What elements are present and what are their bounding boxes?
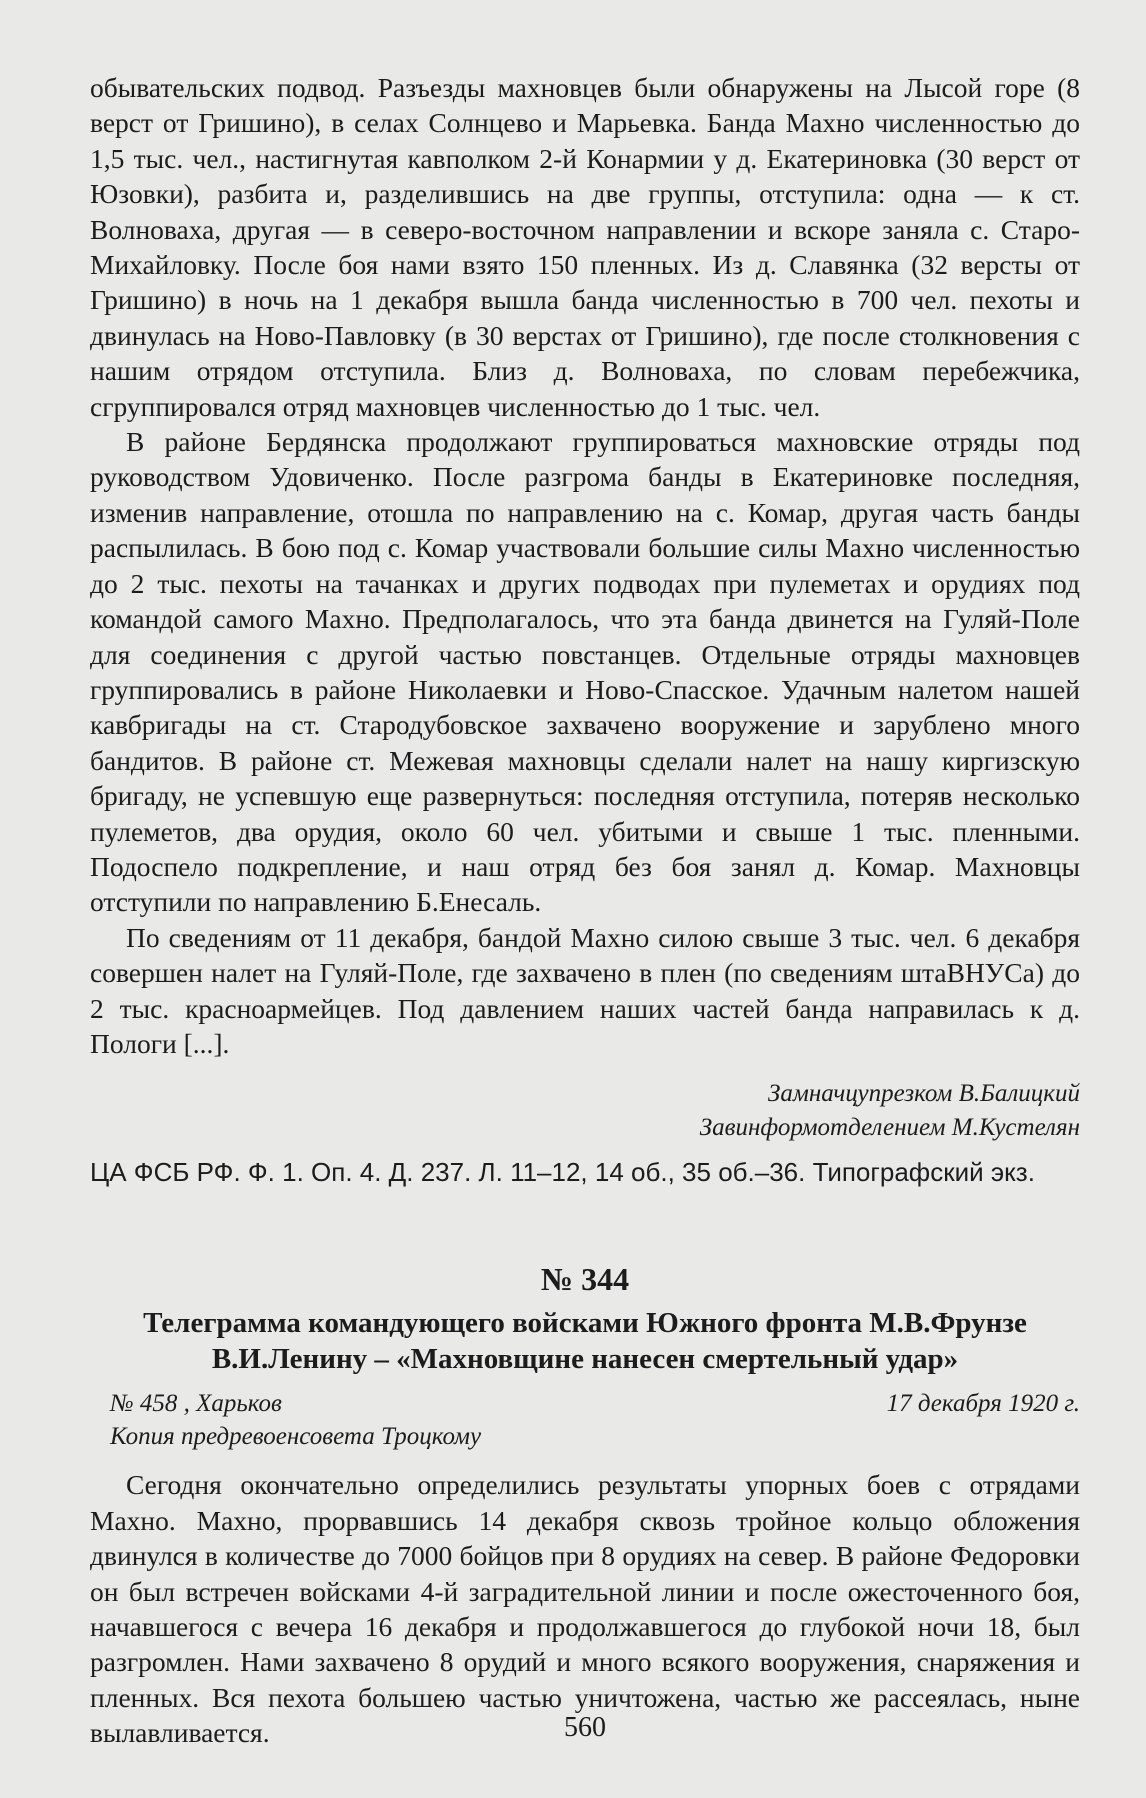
signature-block (90, 1077, 1080, 1145)
signature-line: Завинформотделением М.Кустелян (699, 1114, 1080, 1142)
document-page (90, 70, 1080, 1750)
archive-reference: ЦА ФСБ РФ. Ф. 1. Оп. 4. Д. 237. Л. 11–12, 14 об., 35 об.–36. Типографский экз. (90, 1157, 1035, 1188)
body-paragraph: По сведениям от 11 декабря, бандой Махно силою свыше 3 тыс. чел. 6 декабря совершен налет на Гуляй-Поле, где захвачено в плен (по сведениям штаВНУСа) до 2 тыс. красноармейцев. Под давлением наших частей банда направилась к д. Пологи [...]. (90, 921, 1080, 1059)
copy-note: Копия предревоенсовета Троцкому (110, 1423, 482, 1451)
document-title-line: В.И.Ленину – «Махновщине нанесен смертельный удар» (211, 1343, 959, 1376)
document-number: № 344 (540, 1261, 630, 1298)
signature-line: Замначцупрезком В.Балицкий (768, 1080, 1080, 1108)
document-meta (90, 1387, 1080, 1420)
continuation-paragraph: обывательских подвод. Разъезды махновцев были обнаружены на Лысой горе (8 верст от Гришино), в селах Солнцево и Марьевка. Банда Махно численностью до 1,5 тыс. чел., настигнутая кавполком 2-й Конармии у д. Екатериновка (30 верст от Юзовки), разбита и, разделившись на две группы, отступила: одна — к ст. Волноваха, другая — в северо-восточном направлении и вскоре заняла с. Старо-Михайловку. После боя нами взято 150 пленных. Из д. Славянка (32 версты от Гришино) в ночь на 1 декабря вышла банда численностью в 700 чел. пехоты и двинулась на Ново-Павловку (в 30 верстах от Гришино), где после столкновения с нашим отрядом отступила. Близ д. Волноваха, по словам перебежчика, сгруппировался отряд махновцев численностью до 1 тыс. чел. (90, 72, 1080, 422)
body-paragraph: В районе Бердянска продолжают группироваться махновские отряды под руководством Удовиченко. После разгрома банды в Екатериновке последняя, изменив направление, отошла по направлению на с. Комар, другая часть банды распылилась. В бою под с. Комар участвовали большие силы Махно численностью до 2 тыс. пехоты на тачанках и других подводах при пулеметах и орудиях под командой самого Махно. Предполагалось, что эта банда двинется на Гуляй-Поле для соединения с другой частью повстанцев. Отдельные отряды махновцев группировались в районе Николаевки и Ново-Спасское. Удачным налетом нашей кавбригады на ст. Стародубовское захвачено вооружение и зарублено много бандитов. В районе ст. Межевая махновцы сделали налет на нашу киргизскую бригаду, не успевшую еще развернуться: последняя отступила, потеряв несколько пулеметов, два орудия, около 60 чел. убитыми и свыше 1 тыс. пленными. Подоспело подкрепление, и наш отряд без боя занял д. Комар. Махновцы отступили по направлению Б.Енесаль. (90, 426, 1080, 918)
document-body: Сегодня окончательно определились результаты упорных боев с отрядами Махно. Махно, прорвавшись 14 декабря сквозь тройное кольцо обложения двинулся в количестве до 7000 бойцов при 8 орудиях на север. В районе Федоровки он был встречен войсками 4-й заградительной линии и после ожесточенного боя, начавшегося с вечера 16 декабря и продолжавшегося до глубокой ночи 18, был разгромлен. Нами захвачено 8 орудий и много всякого вооружения, снаряжения и пленных. Вся пехота большею частью уничтожена, частью же рассеялась, ныне вылавливается. (90, 1469, 1080, 1749)
document-date: 17 декабря 1920 г. (886, 1390, 1080, 1418)
page-number: 560 (564, 1712, 606, 1743)
document-header (90, 1259, 1080, 1377)
document-ref-place: № 458 , Харьков (110, 1390, 282, 1418)
document-title-line: Телеграмма командующего войсками Южного фронта М.В.Фрунзе (143, 1307, 1027, 1340)
